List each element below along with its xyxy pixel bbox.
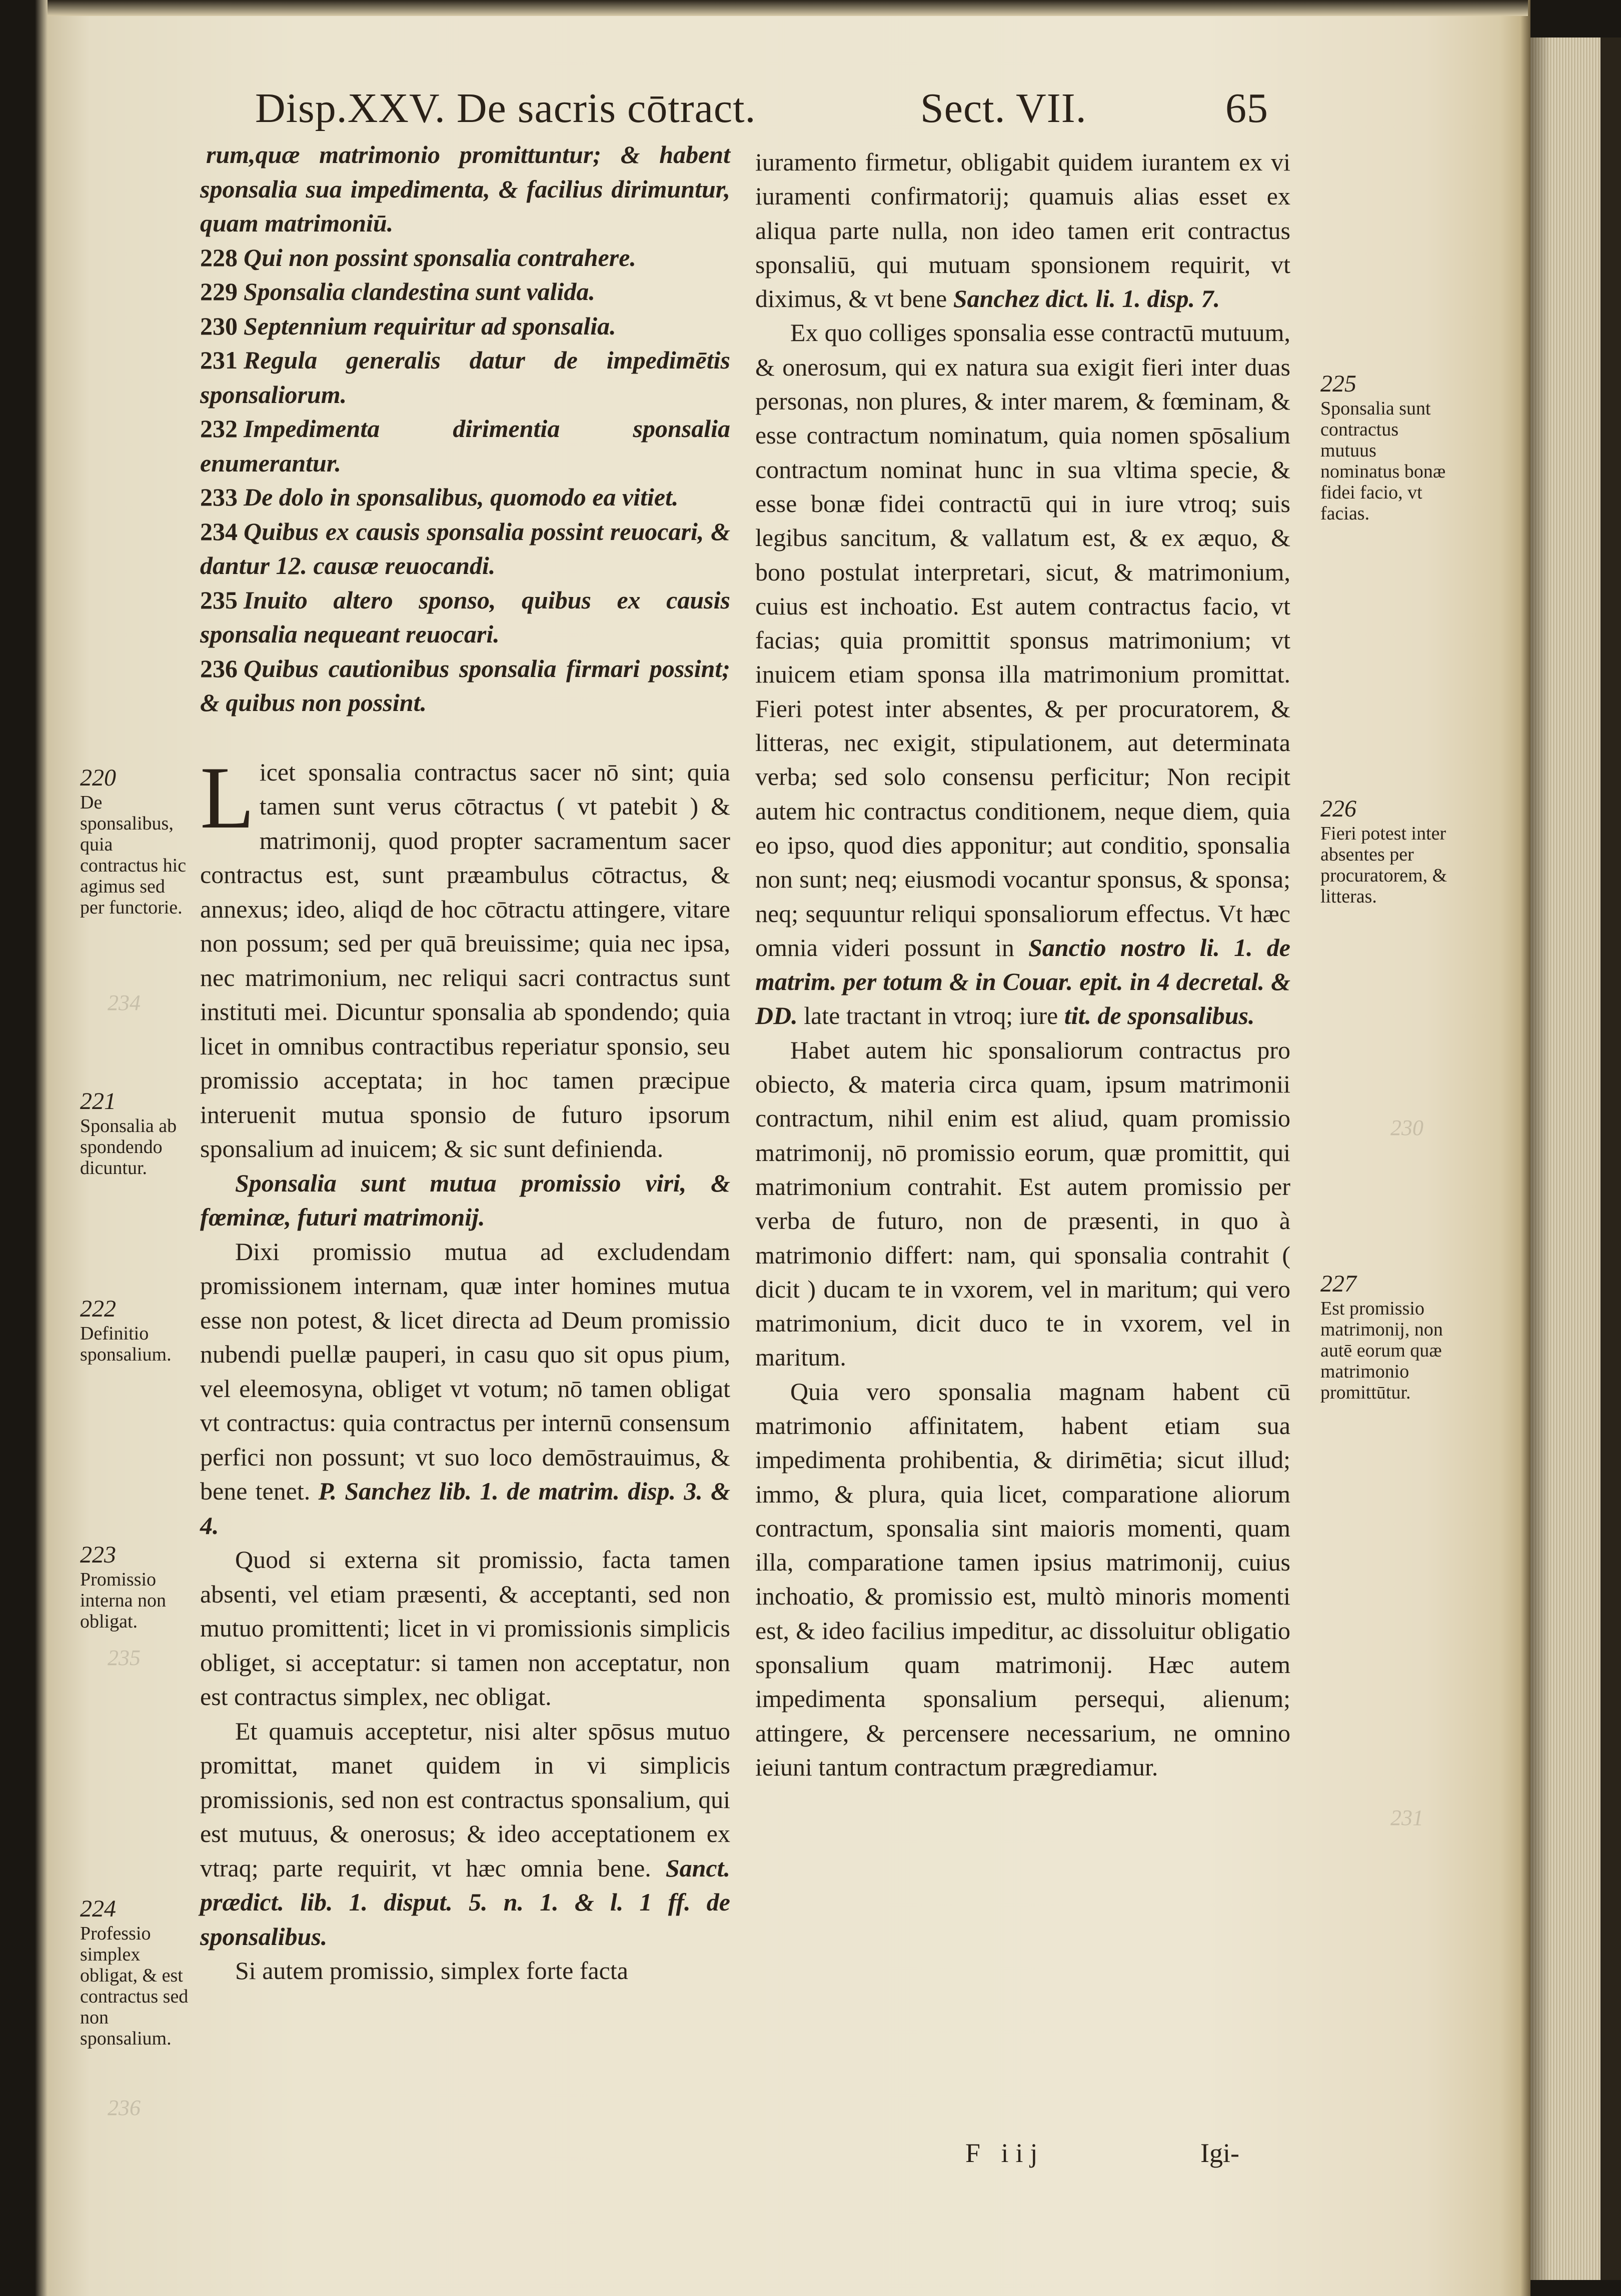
background-corner-bottom xyxy=(1530,2280,1621,2296)
header-section: Sect. VII. xyxy=(920,85,1087,132)
opening-paragraph: Licet sponsalia contractus sacer nō sint; quia tamen sunt verus cōtractus ( vt patebit ) & matrimonij, quod propter sacramentum sacer contractus est, sunt præambulus cōtractus, & annexus; ideo, aliqd de hoc cōtractu attingere, vitare non possum; sed per quā breuissime; quia nec ipsa, nec matrimonium, nec reliqui sacri contractus sunt instituti mei. Dicuntur sponsalia ab spondendo; quia licet in omnibus contractibus reperiatur sponsio, seu promissio acceptata; in hoc tamen præcipue interuenit mutua sponsio de futuro ipsorum sponsalium ad inuicem; & sic sunt definienda. xyxy=(200,748,730,1162)
margin-note: 222 Definitio sponsalium. xyxy=(80,1296,172,1365)
body-paragraph: iuramento firmetur, obligabit quidem iurantem ex vi iuramenti confirmatorij; quamuis alias esset ex aliqua parte nulla, non ideo tamen erit contractus sponsaliū, qui mutuam sponsionem requirit, vt diximus, & vt bene Sanchez dict. li. 1. disp. 7. xyxy=(755,148,1290,313)
summary-item: rum,quæ matrimonio promittuntur; & habent sponsalia sua impedimenta, & facilius dirimuntur, quam matrimoniū. xyxy=(200,140,730,237)
summary-item: 234 Quibus ex causis sponsalia possint reuocari, & dantur 12. causæ reuocandi. xyxy=(200,517,730,580)
body-paragraph: Quod si externa sit promissio, facta tamen absenti, vel etiam præsenti, & acceptanti, sed non mutuo promittenti; licet in vi promissionis simplicis obliget, si acceptatur: si tamen non acceptatur, non est contractus simplex, nec obligat. xyxy=(200,1546,730,1710)
body-paragraph: Si autem promissio, simplex forte facta xyxy=(235,1956,628,1984)
left-text-column xyxy=(200,138,730,1988)
running-header xyxy=(255,84,1315,139)
bleed-through-text: 235 xyxy=(108,1646,141,1670)
header-title: Disp.XXV. De sacris cōtract. xyxy=(255,85,756,132)
summary-item: 236 Quibus cautionibus sponsalia firmari possint; & quibus non possint. xyxy=(200,654,730,716)
background-corner-top xyxy=(1530,0,1621,38)
body-paragraph: Et quamuis acceptetur, nisi alter spōsus mutuo promittat, manet quidem in vi simplicis promissionis, sed non est contractus sponsalium, qui est mutuus, & onerosus; & ideo acceptationem ex vtraq; parte requirit, vt hæc omnia bene. Sanct. prædict. lib. 1. disput. 5. n. 1. & l. 1 ff. de sponsalibus. xyxy=(200,1716,731,1950)
body-paragraph: Dixi promissio mutua ad excludendam promissionem internam, quæ inter homines mutua esse non potest, & licet directa ad Deum promissio nubendi puellæ pauperi, in casu quo sit opus pium, vel eleemosyna, obliget vt votum; nō tamen obligat vt contractus: quia contractus per internū consensum perfici non possunt; vt suo loco demōstrauimus, & bene tenet. P. Sanchez lib. 1. de matrim. disp. 3. & 4. xyxy=(200,1237,730,1540)
bleed-through-text: 231 xyxy=(1390,1806,1423,1830)
summary-item: 231 Regula generalis datur de impedimētis sponsaliorum. xyxy=(200,346,730,408)
catchword: Igi- xyxy=(1200,2138,1239,2168)
page-number: 65 xyxy=(1225,85,1268,132)
drop-cap: L xyxy=(200,748,255,847)
margin-note: 220 De sponsalibus, quia contractus hic agimus sed per functorie. xyxy=(80,764,187,918)
bleed-through-text: 230 xyxy=(1390,1116,1423,1140)
body-paragraph: Quia vero sponsalia magnam habent cū matrimonio affinitatem, habent etiam sua impedimenta prohibentia, & dirimētia; sicut illud; immo, & plura, quia licet, comparatione aliorum contractum, sponsalia sint maioris momenti, quam illa, comparatione tamen ipsius matrimonij, cuius inchoatio, & promissio est, multò minoris momenti est, & ideo facilius impeditur, ac dissoluitur obligatio sponsalium quam matrimonij. Hæc autem impedimenta sponsalium persequi, alienum; attingere, & percensere necessarium, ne omnino ieiuni tantum contractum prægrediamur. xyxy=(755,1377,1290,1781)
summary-item: 228 Qui non possint sponsalia contrahere. xyxy=(200,243,636,272)
summary-list xyxy=(200,138,730,720)
body-paragraph: Ex quo colliges sponsalia esse contractū mutuum, & onerosum, qui ex natura sua exigit fieri inter duas personas, non plures, & inter marem, & fœminam, & esse contractum nominatum, quia nomen spōsalium contractum nominat hunc in sua vltima specie, & esse bonæ fidei contractū qui in iure vtroq; suis legibus sancitum, & vallatum est, & ex æquo, & bono postulat interpretari, sicut, & matrimonium, cuius est inchoatio. Est autem contractus facio, vt facias; quia promittit sponsus matrimonium; vt inuicem etiam sponsa illa matrimonium promittat. Fieri potest inter absentes, & per procuratorem, & litteras, nec exigit, stipulationem, aut determinata verba; sed solo consensu perficitur; Non recipit autem hic contractus conditionem, neque diem, quia eo ipso, quod dies apponitur; aut conditio, sponsalia non sunt; neq; eiusmodi vocantur sponsus, & sponsa; neq; sequuntur reliqui sponsaliorum effectus. Vt hæc omnia videri possunt in Sanctio nostro li. 1. de matrim. per totum & in Couar. epit. in 4 decretal. & DD. late tractant in vtroq; iure tit. de sponsalibus. xyxy=(755,318,1290,1030)
summary-item: 235 Inuito altero sponso, quibus ex causis sponsalia nequeant reuocari. xyxy=(200,586,730,648)
margin-note: 227 Est promissio matrimonij, non autē eorum quæ matrimonio promittūtur. xyxy=(1320,1270,1443,1403)
body-paragraph: Habet autem hic sponsaliorum contractus pro obiecto, & materia circa quam, ipsum matrimonii contractum, nihil enim est aliud, quam promissio matrimonij, nō promissio eorum, quæ promittit, qui matrimonium contrahit. Est autem promissio per verba de futuro, non de præsenti, in quo à matrimonio differt: nam, qui sponsalia contrahit ( dicit ) ducam te in vxorem, vel in maritum; qui vero matrimonium, dicit duco te in vxorem, vel in maritum. xyxy=(755,1036,1290,1372)
page-edges xyxy=(1530,35,1600,2280)
signature-mark: F iij xyxy=(965,2138,1045,2168)
margin-note: 225 Sponsalia sunt contractus mutuus nominatus bonæ fidei facio, vt facias. xyxy=(1320,370,1446,524)
margin-note: 224 Professio simplex obligat, & est contractus sed non sponsalium. xyxy=(80,1896,189,2049)
section-gap xyxy=(200,720,730,755)
citation: Sanchez dict. li. 1. disp. 7. xyxy=(953,284,1220,313)
summary-item: 230 Septennium requiritur ad sponsalia. xyxy=(200,312,616,340)
summary-item: 232 Impedimenta dirimentia sponsalia enumerantur. xyxy=(200,414,730,477)
summary-item: 229 Sponsalia clandestina sunt valida. xyxy=(200,278,595,306)
citation: Sanctio nostro li. 1. de matrim. per totum & in Couar. epit. in 4 decretal. & DD. xyxy=(755,933,1290,1030)
citation: tit. de sponsalibus. xyxy=(1064,1002,1255,1030)
definition-paragraph: Sponsalia sunt mutua promissio viri, & fœminæ, futuri matrimonij. xyxy=(200,1168,730,1231)
margin-note: 221 Sponsalia ab spondendo dicuntur. xyxy=(80,1088,177,1178)
margin-note: 223 Promissio interna non obligat. xyxy=(80,1542,167,1632)
bleed-through-text: 234 xyxy=(108,990,141,1015)
margin-note: 226 Fieri potest inter absentes per procuratorem, & litteras. xyxy=(1320,796,1447,907)
citation: Sanct. prædict. lib. 1. disput. 5. n. 1. & l. 1 ff. de sponsalibus. xyxy=(200,1854,731,1950)
summary-item: 233 De dolo in sponsalibus, quomodo ea vitiet. xyxy=(200,483,679,511)
citation: P. Sanchez lib. 1. de matrim. disp. 3. & 4. xyxy=(200,1477,730,1540)
page-footer xyxy=(965,2138,1315,2178)
bleed-through-text: 236 xyxy=(108,2096,141,2120)
right-text-column xyxy=(755,145,1290,1784)
